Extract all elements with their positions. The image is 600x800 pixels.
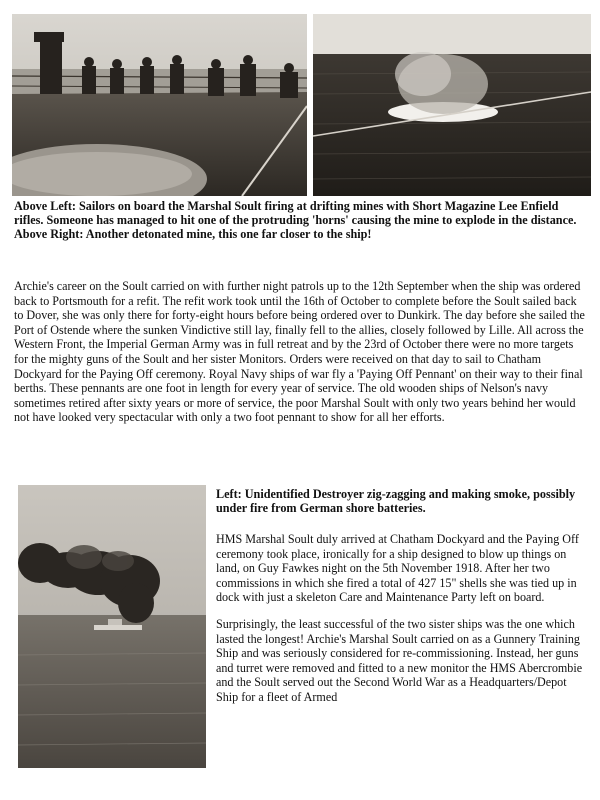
caption-above-right: Above Right: Another detonated mine, this one far closer to the ship!: [14, 227, 372, 242]
right-paragraph-2: Surprisingly, the least successful of the two sister ships was the one which lasted the longest! Archie's Marshal Soult carried on as a Gunnery Training Ship and was seriously considered for re-commissioning. Instead, her guns and turret were removed and fitted to a new monitor the HMS Abercrombie and the Soult served out the Second World War as a Headquarters/Depot Ship for a fleet of Armed: [216, 617, 583, 704]
top-photos-caption: [14, 199, 588, 242]
caption-left: Left: Unidentified Destroyer zig-zagging and making smoke, possibly under fire from German shore batteries.: [216, 487, 576, 516]
caption-above-left: Above Left: Sailors on board the Marshal Soult firing at drifting mines with Short Magazine Lee Enfield rifles. Someone has managed to hit one of the protruding 'horns' causing the mine to explode in the distance.: [14, 199, 577, 228]
main-paragraph: Archie's career on the Soult carried on with further night patrols up to the 12th September when the ship was ordered back to Portsmouth for a refit. The refit work took until the 16th of October to complete before the Soult sailed back to Dover, she was only there for forty-eight hours before being ordered over to Dunkirk. The day before she sailed the Port of Ostende where the sunken Vindictive still lay, finally fell to the allies, closely followed by Lille. All across the Western Front, the Imperial German Army was in full retreat and by the 23rd of October there were no more targets for the mighty guns of the Soult and her sister Monitors. Orders were received on that day to sail to Chatham Dockyard for the Paying Off ceremony. Royal Navy ships of war fly a 'Paying Off Pennant' on their way to their final berths. These pennants are one foot in length for every year of service. The old wooden ships of Nelson's navy sometimes retired after sixty years or more of service, the poor Marshal Soult with only two years behind her would not have looked very spectacular with only a two foot pennant to show for all her efforts.: [14, 279, 585, 425]
sailors-firing-rifles-photo: [12, 14, 307, 196]
destroyer-smoke-photo: [18, 485, 206, 768]
mine-explosion-photo: [313, 14, 591, 196]
right-paragraph-1: HMS Marshal Soult duly arrived at Chatham Dockyard and the Paying Off ceremony took place, ironically for a ship designed to blow up things on land, on Guy Fawkes night on the 5th November 1918. After her two commissions in which she fired a total of 427 15" shells she was tied up in dock with just a skeleton Care and Maintenance Party left on board.: [216, 532, 579, 605]
